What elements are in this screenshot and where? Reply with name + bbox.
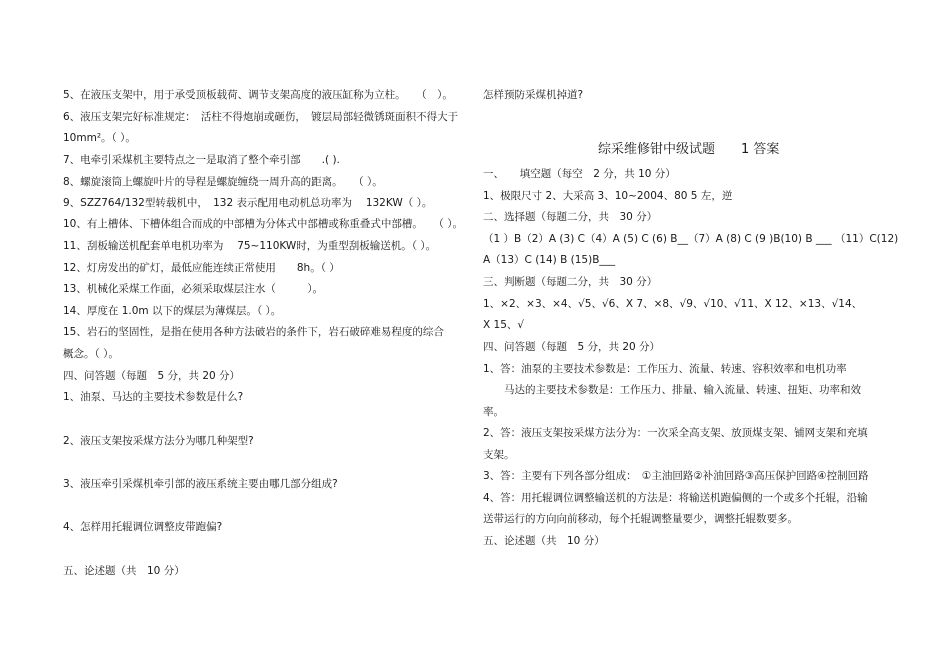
section-heading: 四、问答题（每题 5 分，共 20 分） — [483, 341, 661, 353]
question-line: 4、怎样用托辊调位调整皮带跑偏? — [63, 521, 223, 533]
answer-line: 马达的主要技术参数是：工作压力、排量、输入流量、转速、扭矩、功率和效 — [483, 384, 861, 396]
answer-line: 率。 — [483, 406, 504, 418]
question-line: 12、灯房发出的矿灯，最低应能连续正常使用 8h。（ ） — [63, 262, 340, 274]
question-line: 7、电牵引采煤机主要特点之一是取消了整个牵引部 .( ). — [63, 154, 340, 166]
section-heading: 五、论述题（共 10 分） — [63, 565, 185, 577]
answer-line: 送带运行的方向向前移动，每个托辊调整量要少，调整托辊数要多。 — [483, 513, 798, 525]
answer-line: A（13）C (14) B (15)B___ — [483, 254, 616, 266]
question-line: 1、油泵、马达的主要技术参数是什么? — [63, 391, 244, 403]
question-line: 怎样预防采煤机掉道? — [483, 89, 584, 101]
question-line: 13、机械化采煤工作面，必须采取煤层注水（ ）。 — [63, 283, 324, 295]
answer-line: 1、极限尺寸 2、大采高 3、10~2004、80 5 左，逆 — [483, 190, 733, 202]
answer-line: 3、答：主要有下列各部分组成： ①主油回路②补油回路③高压保护回路④控制回路 — [483, 470, 869, 482]
question-line: 15、岩石的坚固性，是指在使用各种方法破岩的条件下，岩石破碎难易程度的综合 — [63, 326, 444, 338]
question-line: 8、螺旋滚筒上螺旋叶片的导程是螺旋缠绕一周升高的距离。 （ ）。 — [63, 176, 383, 188]
question-line: 3、液压牵引采煤机牵引部的液压系统主要由哪几部分组成? — [63, 478, 338, 490]
answer-line: 4、答：用托辊调位调整输送机的方法是：将输送机跑偏侧的一个或多个托辊，沿输 — [483, 492, 868, 504]
question-line: 5、在液压支架中，用于承受顶板载荷、调节支架高度的液压缸称为立柱。 （ ）。 — [63, 89, 453, 101]
question-line: 14、厚度在 1.0m 以下的煤层为薄煤层。（ ）。 — [63, 305, 282, 317]
question-line: 6、液压支架完好标准规定： 活柱不得炮崩或砸伤， 镀层局部轻微锈斑面积不得大于 — [63, 111, 459, 123]
answer-line: 1、答：油泵的主要技术参数是：工作压力、流量、转速、容积效率和电机功率 — [483, 363, 847, 375]
question-line: 10、有上槽体、下槽体组合而成的中部槽为分体式中部槽或称重叠式中部槽。 （ ）。 — [63, 218, 463, 230]
section-heading: 一、 填空题（每空 2 分，共 10 分） — [483, 168, 676, 180]
section-heading: 四、问答题（每题 5 分，共 20 分） — [63, 370, 241, 382]
question-line: 概念。（ ）。 — [63, 348, 119, 360]
section-heading: 二、选择题（每题二分，共 30 分） — [483, 211, 658, 223]
question-line: 11、刮板输送机配套单电机功率为 75~110KW时，为重型刮板输送机。（ ）。 — [63, 240, 437, 252]
answer-title: 综采维修钳中级试题 1 答案 — [598, 142, 780, 157]
question-line: 10mm²。（ ）。 — [63, 132, 136, 144]
answer-line: 1、×2、×3、×4、√5、√6、X 7、×8、√9、√10、√11、X 12、×13、√14、 — [483, 298, 863, 310]
answer-line: X 15、√ — [483, 319, 525, 331]
section-heading: 三、判断题（每题二分，共 30 分） — [483, 276, 658, 288]
question-line: 2、液压支架按采煤方法分为哪几种架型? — [63, 435, 254, 447]
section-heading: 五、论述题（共 10 分） — [483, 535, 605, 547]
question-line: 9、SZZ764/132型转载机中， 132 表示配用电动机总功率为 132KW（ ）。 — [63, 197, 433, 209]
answer-line: （1 ）B（2）A (3) C（4）A (5) C (6) B__（7）A (8) C (9 )B(10) B ___ （11）C(12) — [483, 233, 899, 245]
answer-line: 2、答：液压支架按采煤方法分为：一次采全高支架、放顶煤支架、铺网支架和充填 — [483, 427, 868, 439]
answer-line: 支架。 — [483, 449, 515, 461]
